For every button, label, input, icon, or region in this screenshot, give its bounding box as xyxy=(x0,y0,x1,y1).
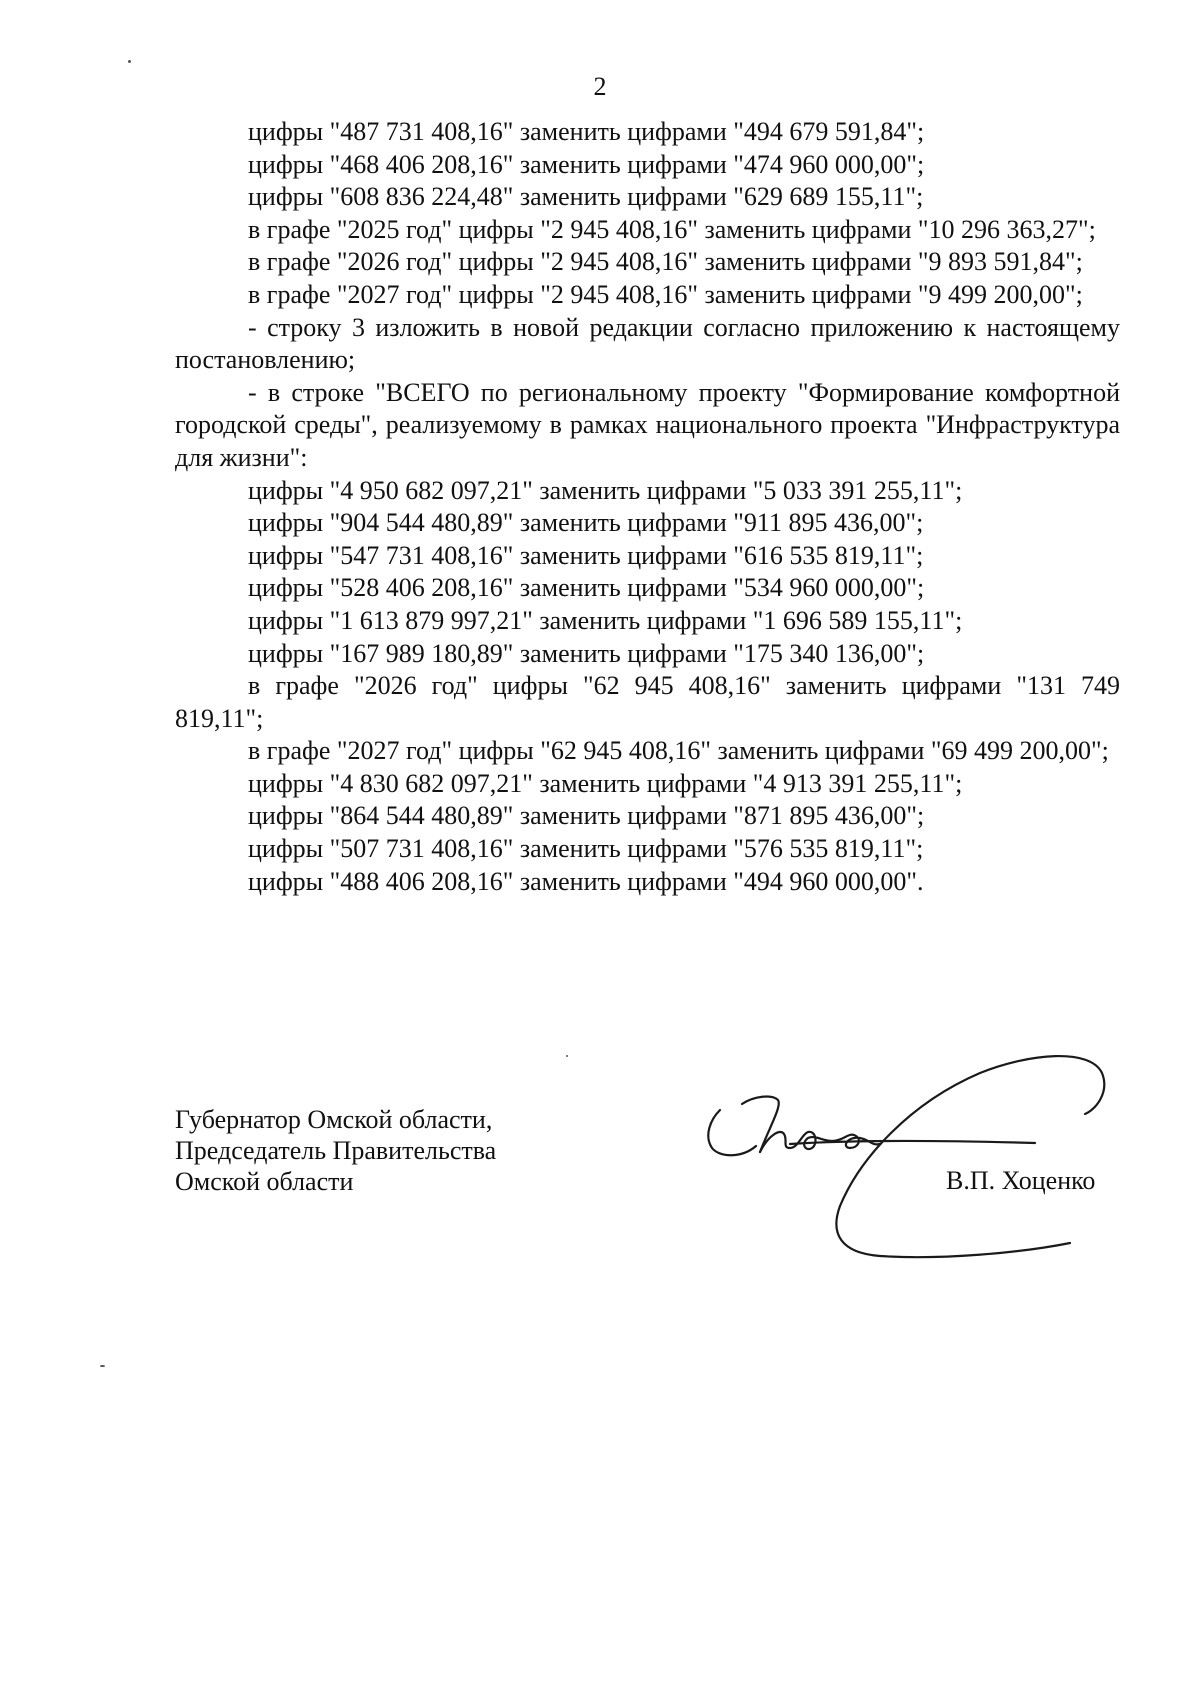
body-paragraph: - в строке "ВСЕГО по региональному проекту "Формирование комфортной городской среды", реализуемому в рамках национального проекта "Инфраструктура для жизни": xyxy=(175,377,1120,472)
position-line: Омской области xyxy=(175,1167,354,1196)
position-line: Председатель Правительства xyxy=(175,1136,497,1165)
body-paragraph: - строку 3 изложить в новой редакции согласно приложению к настоящему постановлению; xyxy=(175,312,1120,375)
body-paragraph: в графе "2026 год" цифры "62 945 408,16" заменить цифрами "131 749 819,11"; xyxy=(175,671,1120,733)
document-body xyxy=(175,116,1120,898)
body-paragraph: в графе "2025 год" цифры "2 945 408,16" заменить цифрами "10 296 363,27"; xyxy=(248,214,1096,244)
handwritten-signature-icon xyxy=(690,1048,1110,1268)
body-paragraph: цифры "488 406 208,16" заменить цифрами "494 960 000,00". xyxy=(248,866,924,896)
body-paragraph: цифры "4 830 682 097,21" заменить цифрами "4 913 391 255,11"; xyxy=(248,768,963,798)
body-paragraph: цифры "1 613 879 997,21" заменить цифрами "1 696 589 155,11"; xyxy=(248,605,963,635)
body-paragraph: цифры "4 950 682 097,21" заменить цифрами "5 033 391 255,11"; xyxy=(248,475,963,505)
scan-speck xyxy=(128,60,131,63)
position-line: Губернатор Омской области, xyxy=(175,1105,493,1134)
signature-position-block xyxy=(175,1104,555,1197)
page-number: 2 xyxy=(593,72,607,101)
body-paragraph: в графе "2026 год" цифры "2 945 408,16" заменить цифрами "9 893 591,84"; xyxy=(248,247,1083,277)
body-paragraph: цифры "547 731 408,16" заменить цифрами "616 535 819,11"; xyxy=(248,540,924,570)
body-paragraph: цифры "528 406 208,16" заменить цифрами "534 960 000,00"; xyxy=(248,573,925,603)
scan-speck xyxy=(566,1055,568,1057)
body-paragraph: в графе "2027 год" цифры "2 945 408,16" заменить цифрами "9 499 200,00"; xyxy=(248,279,1083,309)
body-paragraph: цифры "487 731 408,16" заменить цифрами "494 679 591,84"; xyxy=(248,117,925,146)
body-paragraph: цифры "468 406 208,16" заменить цифрами "474 960 000,00"; xyxy=(248,149,925,179)
body-paragraph: цифры "507 731 408,16" заменить цифрами "576 535 819,11"; xyxy=(248,834,924,864)
signer-name: В.П. Хоценко xyxy=(946,1166,1096,1195)
scan-speck xyxy=(100,1365,105,1367)
body-paragraph: цифры "864 544 480,89" заменить цифрами "871 895 436,00"; xyxy=(248,801,925,831)
body-paragraph: цифры "904 544 480,89" заменить цифрами "911 895 436,00"; xyxy=(248,508,924,538)
body-paragraph: цифры "167 989 180,89" заменить цифрами "175 340 136,00"; xyxy=(248,638,925,668)
body-paragraph: цифры "608 836 224,48" заменить цифрами "629 689 155,11"; xyxy=(248,182,924,212)
body-paragraph: в графе "2027 год" цифры "62 945 408,16" заменить цифрами "69 499 200,00"; xyxy=(248,736,1109,766)
